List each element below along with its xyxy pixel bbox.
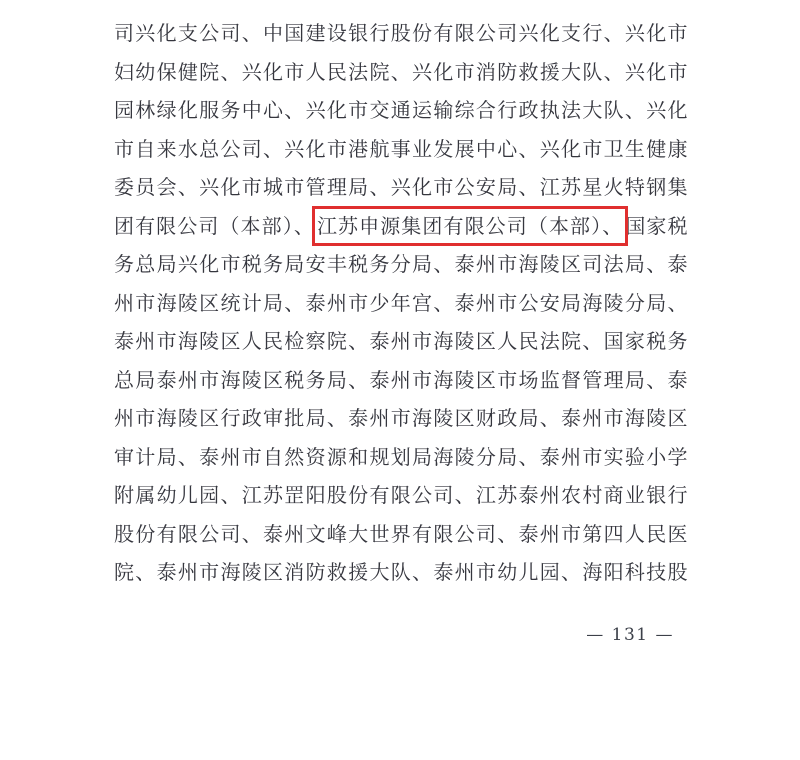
text-line: 泰州市海陵区人民检察院、泰州市海陵区人民法院、国家税务: [114, 329, 688, 353]
text-line: 股份有限公司、泰州文峰大世界有限公司、泰州市第四人民医: [114, 521, 688, 546]
body-text: [114, 14, 688, 592]
text-line: 市自来水总公司、兴化市港航事业发展中心、兴化市卫生健康: [114, 136, 688, 161]
text-segment-before-highlight: 团有限公司（本部）、: [114, 213, 315, 238]
text-line: 附属幼儿园、江苏罡阳股份有限公司、江苏泰州农村商业银行: [114, 483, 688, 507]
text-line: 司兴化支公司、中国建设银行股份有限公司兴化支行、兴化市: [114, 21, 688, 45]
text-line: 委员会、兴化市城市管理局、兴化市公安局、江苏星火特钢集: [114, 175, 688, 199]
text-line: 总局泰州市海陵区税务局、泰州市海陵区市场监督管理局、泰: [114, 367, 688, 392]
text-line: 州市海陵区行政审批局、泰州市海陵区财政局、泰州市海陵区: [114, 406, 688, 430]
text-line: 审计局、泰州市自然资源和规划局海陵分局、泰州市实验小学: [114, 444, 688, 469]
text-line: 务总局兴化市税务局安丰税务分局、泰州市海陵区司法局、泰: [114, 252, 688, 276]
red-highlight-box: 江苏申源集团有限公司（本部）、: [315, 209, 625, 243]
text-line: 州市海陵区统计局、泰州市少年宫、泰州市公安局海陵分局、: [114, 290, 688, 315]
text-segment-after-highlight: 国家税: [625, 213, 689, 238]
text-line: 园林绿化服务中心、兴化市交通运输综合行政执法大队、兴化: [114, 98, 688, 122]
text-line-with-highlight: [114, 207, 688, 246]
text-line: 妇幼保健院、兴化市人民法院、兴化市消防救援大队、兴化市: [114, 59, 688, 84]
page-number: — 131 —: [586, 625, 674, 645]
text-line: 院、泰州市海陵区消防救援大队、泰州市幼儿园、海阳科技股: [114, 560, 688, 584]
